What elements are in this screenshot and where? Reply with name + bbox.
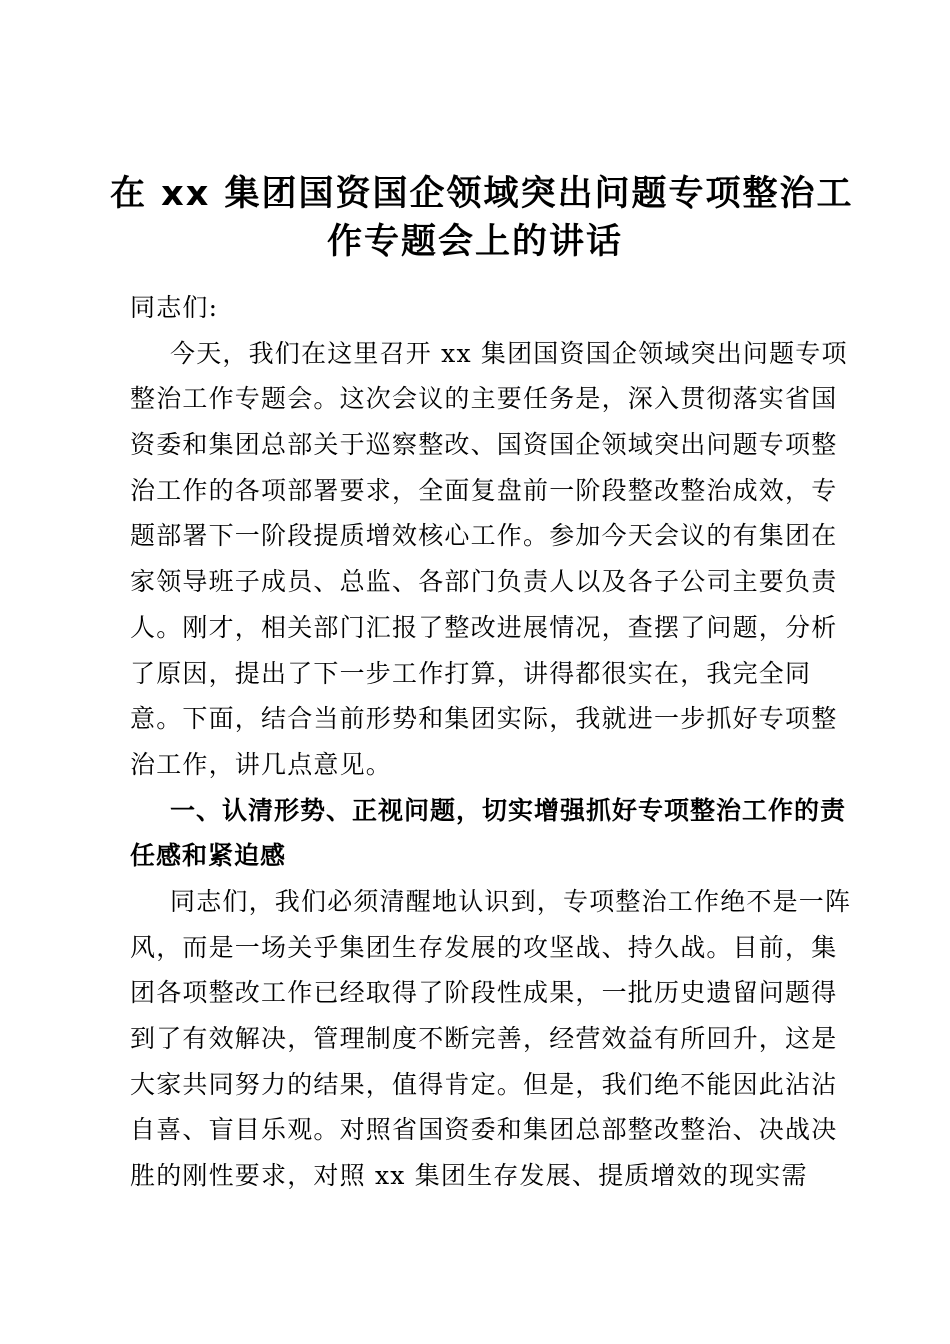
paragraph-2-line: 同志们，我们必须清醒地认识到，专项整治工作绝不是一阵 <box>170 886 852 916</box>
section-heading-1 <box>130 788 847 879</box>
paragraph-2-line: 团各项整改工作已经取得了阶段性成果，一批历史遗留问题得 <box>130 978 838 1008</box>
salutation: 同志们: <box>130 293 219 322</box>
paragraph-1-line: 整治工作专题会。这次会议的主要任务是，深入贯彻落实省国 <box>130 384 838 414</box>
paragraph-1 <box>130 331 848 788</box>
paragraph-1-line: 题部署下一阶段提质增效核心工作。参加今天会议的有集团在 <box>130 521 838 551</box>
paragraph-1-line: 家领导班子成员、总监、各部门负责人以及各子公司主要负责 <box>130 567 838 597</box>
section-heading-line: 一、认清形势、正视问题，切实增强抓好专项整治工作的责 <box>170 795 847 825</box>
paragraph-2 <box>130 879 852 1199</box>
paragraph-2-line: 大家共同努力的结果，值得肯定。但是，我们绝不能因此沾沾 <box>130 1069 838 1099</box>
paragraph-1-line: 意。下面，结合当前形势和集团实际，我就进一步抓好专项整 <box>130 704 838 734</box>
title-line-2: 作专题会上的讲话 <box>326 222 623 262</box>
paragraph-1-line: 治工作的各项部署要求，全面复盘前一阶段整改整治成效，专 <box>130 475 838 505</box>
section-heading-line: 任感和紧迫感 <box>130 841 287 871</box>
document-body <box>130 285 852 1199</box>
paragraph-2-line: 到了有效解决，管理制度不断完善，经营效益有所回升，这是 <box>130 1024 838 1053</box>
paragraph-1-line: 今天，我们在这里召开 xx 集团国资国企领域突出问题专项 <box>170 338 848 368</box>
paragraph-2-line: 胜的刚性要求，对照 xx 集团生存发展、提质增效的现实需 <box>130 1161 808 1191</box>
paragraph-1-line: 治工作，讲几点意见。 <box>130 749 393 779</box>
paragraph-1-line: 资委和集团总部关于巡察整改、国资国企领域突出问题专项整 <box>130 430 838 460</box>
paragraph-1-line: 人。刚才，相关部门汇报了整改进展情况，查摆了问题，分析 <box>130 612 838 642</box>
paragraph-1-line: 了原因，提出了下一步工作打算，讲得都很实在，我完全同 <box>130 658 812 688</box>
paragraph-2-line: 风，而是一场关乎集团生存发展的攻坚战、持久战。目前，集 <box>130 932 838 962</box>
title-line-1: 在 xx 集团国资国企领域突出问题专项整治工 <box>110 174 854 214</box>
paragraph-2-line: 自喜、盲目乐观。对照省国资委和集团总部整改整治、决战决 <box>130 1115 838 1145</box>
document-title <box>110 170 854 266</box>
